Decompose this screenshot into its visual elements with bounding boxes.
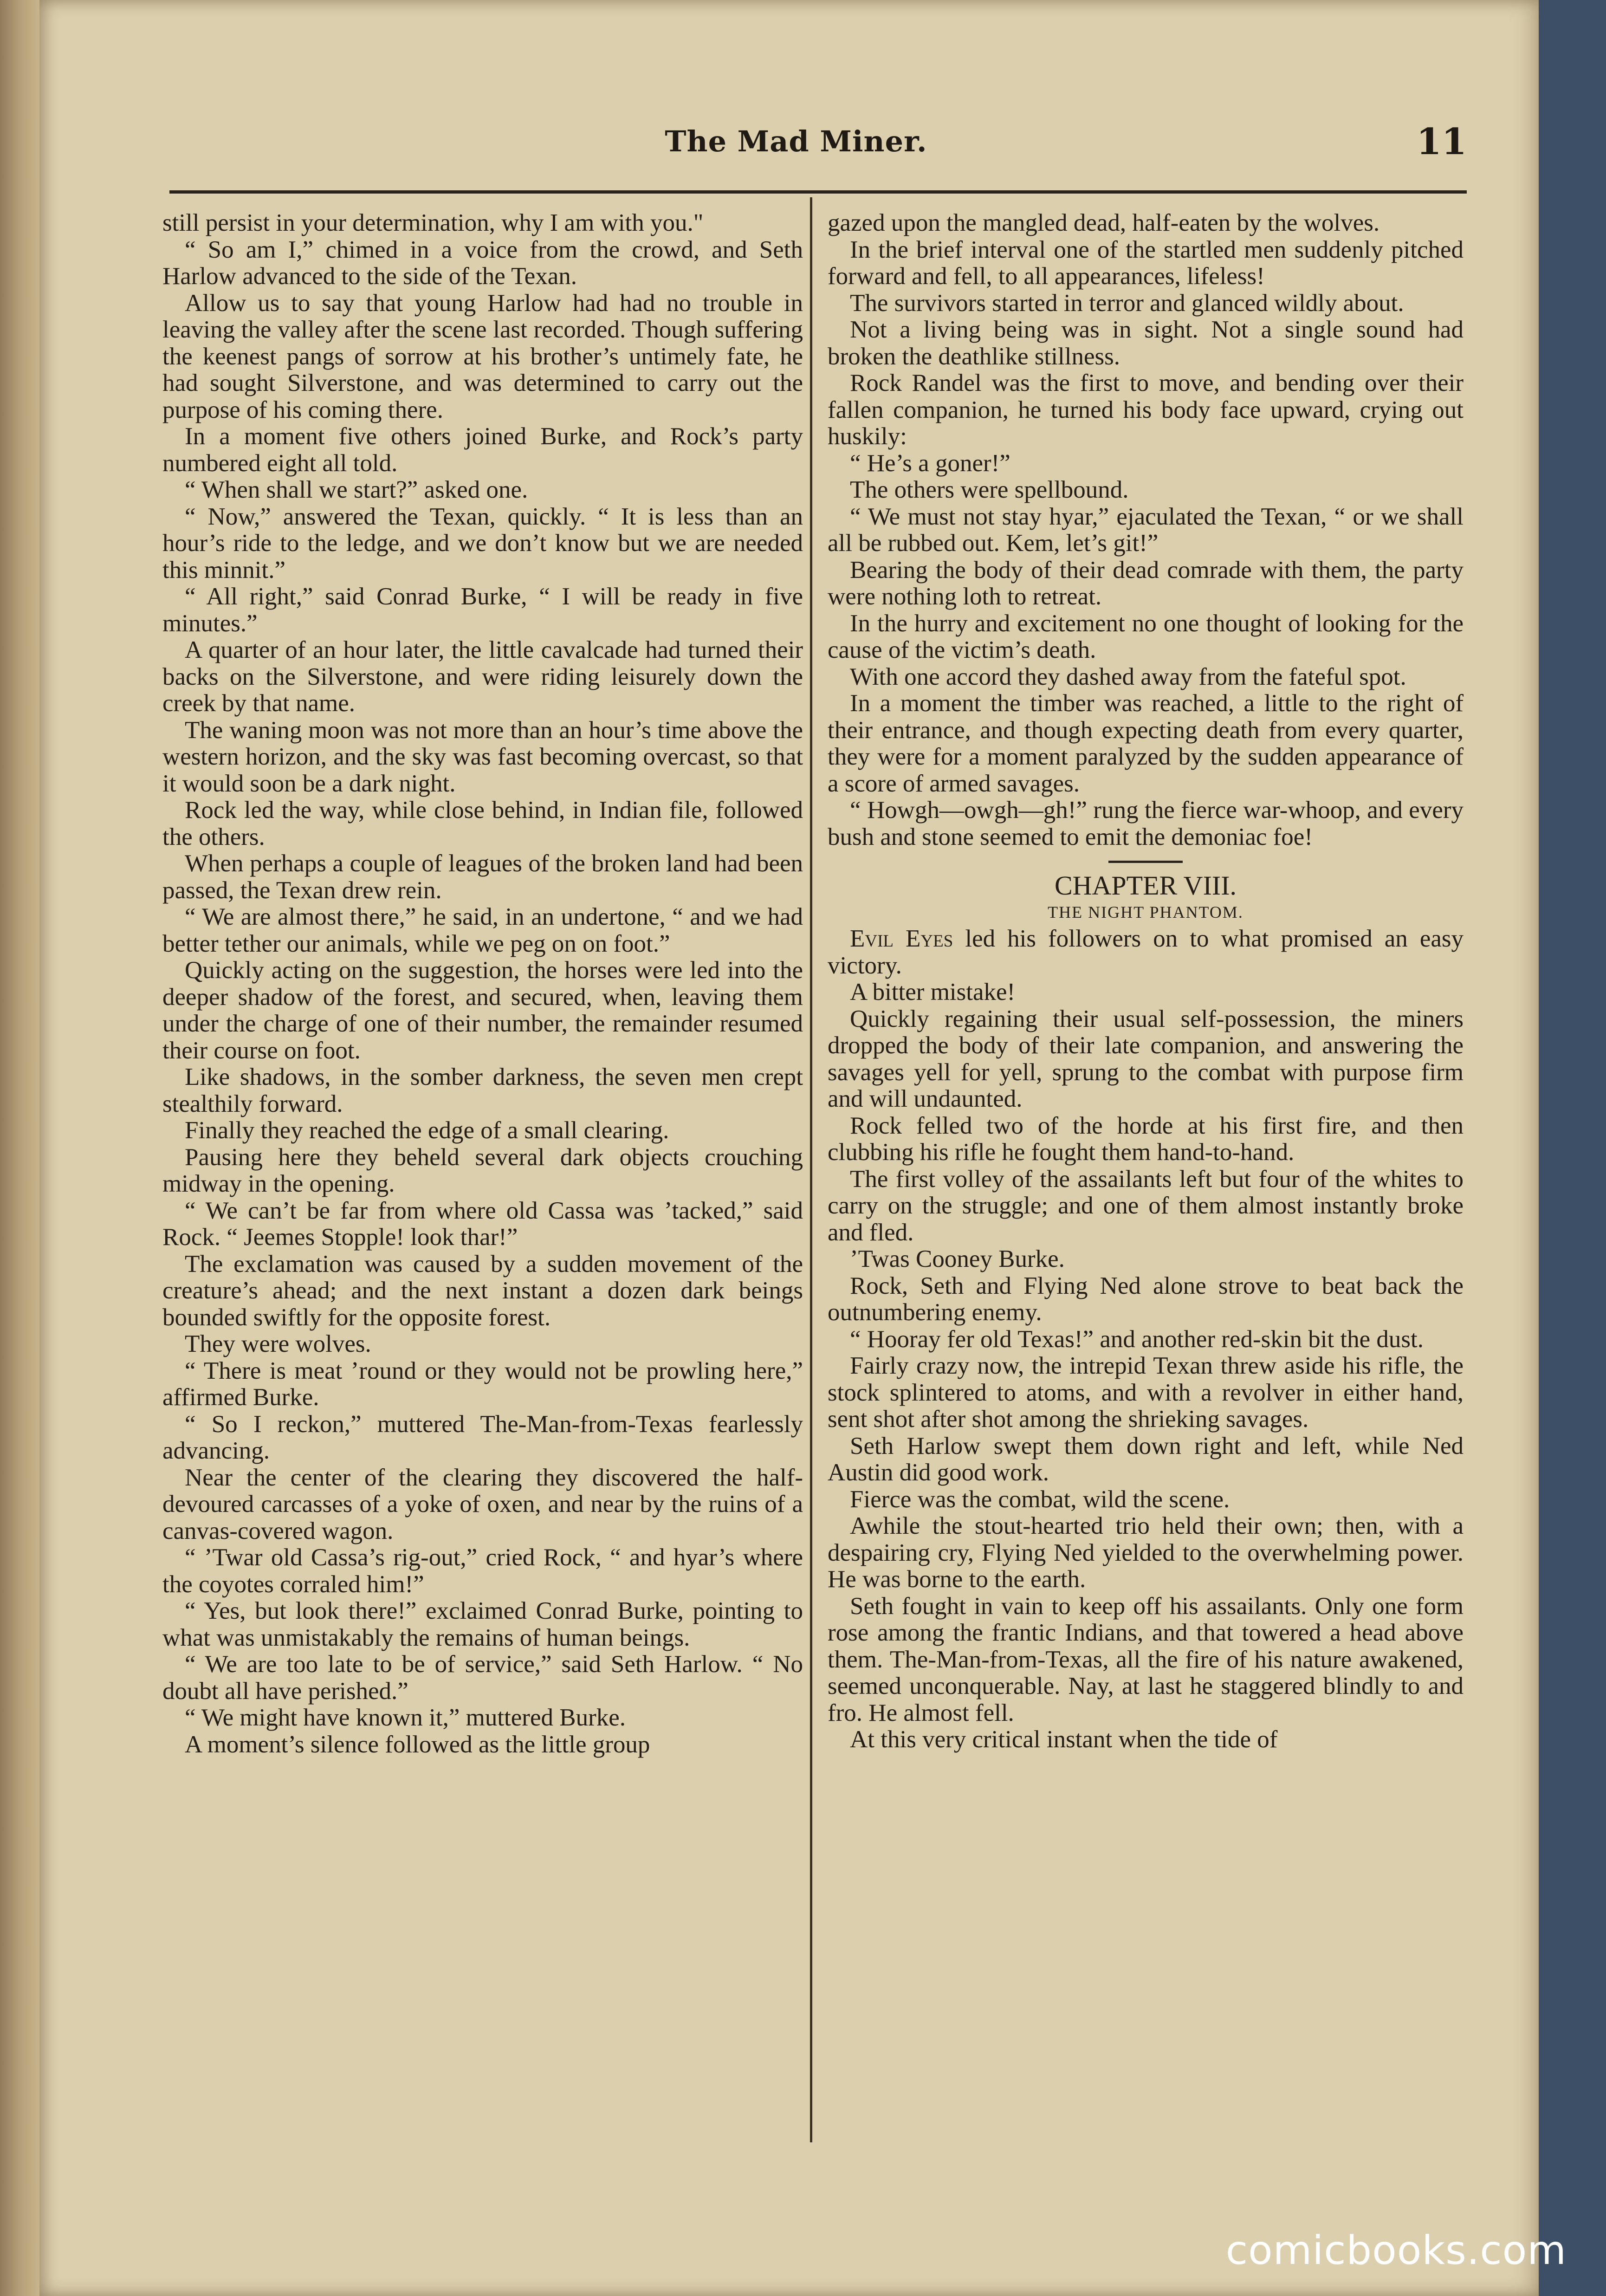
paragraph: Rock felled two of the horde at his first fire, and then clubbing his rifle he fought them hand-to-hand. <box>828 1112 1464 1166</box>
paragraph: Like shadows, in the somber darkness, the seven men crept stealthily forward. <box>162 1064 803 1117</box>
paragraph: “ Now,” answered the Texan, quickly. “ It is less than an hour’s ride to the ledge, and we don’t know but we are needed this minnit.” <box>162 503 803 584</box>
paragraph: “ We are almost there,” he said, in an undertone, “ and we had better tether our animals, while we peg on on foot.” <box>162 903 803 957</box>
paragraph: The exclamation was caused by a sudden movement of the creature’s ahead; and the next instant a dozen dark beings bounded swiftly for the opposite forest. <box>162 1250 803 1331</box>
paragraph: A moment’s silence followed as the little group <box>185 1731 650 1758</box>
paragraph: “ We are too late to be of service,” said Seth Harlow. “ No doubt all have perished.” <box>162 1651 803 1705</box>
page-number: 11 <box>1416 121 1467 163</box>
paragraph: With one accord they dashed away from the fateful spot. <box>850 663 1406 690</box>
paragraph: At this very critical instant when the tide of <box>850 1726 1278 1753</box>
paragraph: Near the center of the clearing they discovered the half-devoured carcasses of a yoke of oxen, and near by the ruins of a canvas-covered wagon. <box>162 1464 803 1544</box>
paragraph: “ Howgh—owgh—gh!” rung the fierce war-whoop, and every bush and stone seemed to emit the demoniac foe! <box>828 797 1464 850</box>
paragraph: Finally they reached the edge of a small clearing. <box>185 1117 669 1144</box>
paragraph: The waning moon was not more than an hour’s time above the western horizon, and the sky was fast becoming overcast, so that it would soon be a dark night. <box>162 716 803 797</box>
right-column <box>828 210 1464 1753</box>
paragraph: “ We must not stay hyar,” ejaculated the Texan, “ or we shall all be rubbed out. Kem, let’s git!” <box>828 503 1464 557</box>
paragraph: Rock led the way, while close behind, in Indian file, followed the others. <box>162 797 803 850</box>
chapter-lead-text: led his followers on to what promised an easy victory. <box>828 925 1464 979</box>
paragraph: The others were spellbound. <box>850 476 1129 503</box>
paragraph: “ We can’t be far from where old Cassa was ’tacked,” said Rock. “ Jeemes Stopple! look thar!” <box>162 1197 803 1251</box>
paragraph: still persist in your determination, why I am with you." <box>162 209 704 236</box>
paragraph: “ Yes, but look there!” exclaimed Conrad Burke, pointing to what was unmistakably the remains of human beings. <box>162 1597 803 1651</box>
paragraph: Seth fought in vain to keep off his assailants. Only one form rose among the frantic Indians, and that towered a head above them. The-Man-from-Texas, all the fire of his nature awakened, seemed unconquerable. Nay, at last he staggered blindly to and fro. He almost fell. <box>828 1592 1464 1726</box>
paragraph: Rock, Seth and Flying Ned alone strove to beat back the outnumbering enemy. <box>828 1272 1464 1326</box>
paragraph: Fairly crazy now, the intrepid Texan threw aside his rifle, the stock splintered to atoms, and with a revolver in either hand, sent shot after shot among the shrieking savages. <box>828 1352 1464 1433</box>
header-rule <box>169 190 1467 194</box>
paragraph: “ When shall we start?” asked one. <box>185 476 528 503</box>
paragraph: Seth Harlow swept them down right and left, while Ned Austin did good work. <box>828 1432 1464 1486</box>
paragraph: “ ’Twar old Cassa’s rig-out,” cried Rock, “ and hyar’s where the coyotes corraled him!” <box>162 1544 803 1598</box>
paragraph: They were wolves. <box>185 1330 371 1357</box>
paragraph: “ So am I,” chimed in a voice from the crowd, and Seth Harlow advanced to the side of the Texan. <box>162 236 803 290</box>
chapter-lead-words: Evil Eyes <box>850 925 953 952</box>
paragraph: Awhile the stout-hearted trio held their own; then, with a despairing cry, Flying Ned yielded to the overwhelming power. He was borne to the earth. <box>828 1512 1464 1593</box>
paragraph: “ All right,” said Conrad Burke, “ I will be ready in five minutes.” <box>162 583 803 637</box>
paragraph: Rock Randel was the first to move, and bending over their fallen companion, he turned his body face upward, crying out huskily: <box>828 370 1464 450</box>
paragraph: Quickly regaining their usual self-possession, the miners dropped the body of their late companion, and answering the savages yell for yell, sprung to the combat with purpose firm and will undaunted. <box>828 1005 1464 1112</box>
paragraph: “ He’s a goner!” <box>850 449 1010 477</box>
paragraph: ’Twas Cooney Burke. <box>850 1245 1065 1272</box>
paragraph: In the hurry and excitement no one thought of looking for the cause of the victim’s death. <box>828 610 1464 663</box>
paragraph: In the brief interval one of the startled men suddenly pitched forward and fell, to all appearances, lifeless! <box>828 236 1464 290</box>
running-title: The Mad Miner. <box>665 124 927 158</box>
chapter-first-paragraph <box>828 926 1464 979</box>
site-watermark: comicbooks.com <box>1225 2227 1567 2274</box>
paragraph: “ There is meat ’round or they would not be prowling here,” affirmed Burke. <box>162 1357 803 1411</box>
paragraph: Allow us to say that young Harlow had had no trouble in leaving the valley after the scene last recorded. Though suffering the keenest pangs of sorrow at his brother’s untimely fate, he had sought Silverstone, and was determined to carry out the purpose of his coming there. <box>162 289 803 423</box>
left-column <box>162 210 803 1758</box>
page-header <box>125 121 1467 185</box>
paragraph: Bearing the body of their dead comrade with them, the party were nothing loth to retreat. <box>828 556 1464 610</box>
paragraph: Pausing here they beheld several dark objects crouching midway in the opening. <box>162 1143 803 1197</box>
paragraph: In a moment five others joined Burke, and Rock’s party numbered eight all told. <box>162 423 803 477</box>
chapter-separator-rule <box>1108 861 1183 863</box>
paragraph: In a moment the timber was reached, a little to the right of their entrance, and though expecting death from every quarter, they were for a moment paralyzed by the sudden appearance of a score of armed savages. <box>828 690 1464 797</box>
paragraph: gazed upon the mangled dead, half-eaten by the wolves. <box>828 209 1380 236</box>
paragraph: “ So I reckon,” muttered The-Man-from-Texas fearlessly advancing. <box>162 1410 803 1464</box>
column-divider <box>810 197 812 2142</box>
paragraph: A quarter of an hour later, the little cavalcade had turned their backs on the Silverstone, and were riding leisurely down the creek by that name. <box>162 636 803 717</box>
paragraph: “ Hooray fer old Texas!” and another red-skin bit the dust. <box>850 1325 1424 1353</box>
paragraph: The first volley of the assailants left but four of the whites to carry on the struggle; and one of them almost instantly broke and fled. <box>828 1165 1464 1246</box>
paragraph: A bitter mistake! <box>850 979 1016 1005</box>
paragraph: “ We might have known it,” muttered Burke. <box>185 1704 626 1731</box>
paragraph: Not a living being was in sight. Not a single sound had broken the deathlike stillness. <box>828 316 1464 370</box>
paragraph: The survivors started in terror and glanced wildly about. <box>850 289 1404 317</box>
paragraph: When perhaps a couple of leagues of the broken land had been passed, the Texan drew rein. <box>162 850 803 904</box>
chapter-subtitle: THE NIGHT PHANTOM. <box>1048 902 1243 921</box>
chapter-heading: CHAPTER VIII. <box>1054 870 1237 901</box>
book-binding <box>0 0 44 2296</box>
paragraph: Fierce was the combat, wild the scene. <box>850 1485 1230 1513</box>
paragraph: Quickly acting on the suggestion, the horses were led into the deeper shadow of the forest, and secured, when, leaving them under the charge of one of their number, the remainder resumed their course on foot. <box>162 957 803 1064</box>
